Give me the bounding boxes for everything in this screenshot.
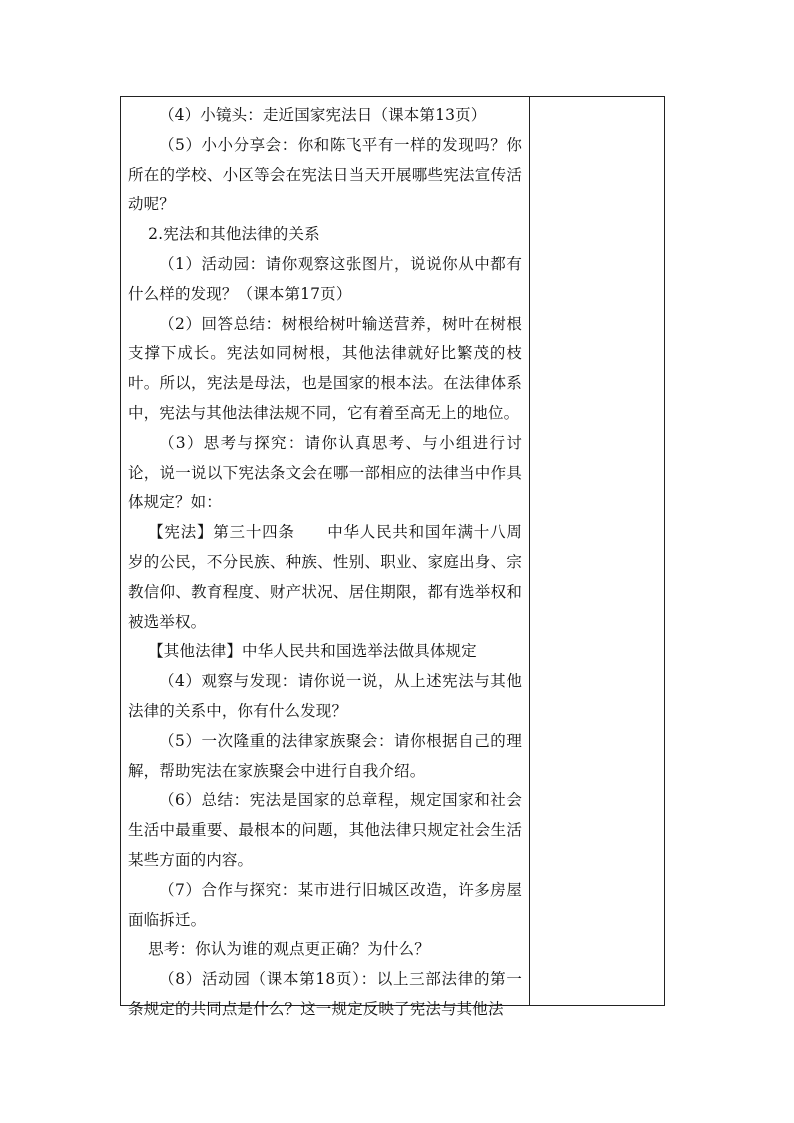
lesson-table xyxy=(120,96,665,1018)
paragraph-sharing-session: （5）小小分享会：你和陈飞平有一样的发现吗？你所在的学校、小区等会在宪法日当天开展哪些宪法宣传活动呢？ xyxy=(128,135,522,214)
paragraph-answer-summary: （2）回答总结：树根给树叶输送营养，树叶在树根支撑下成长。宪法如同树根，其他法律就好比繁茂的枝叶。所以，宪法是母法，也是国家的根本法。在法律体系中，宪法与其他法律法规不同，它有着至高无上的地位。 xyxy=(128,314,522,422)
paragraph-law-family-gathering: （5）一次隆重的法律家族聚会：请你根据自己的理解，帮助宪法在家族聚会中进行自我介绍。 xyxy=(128,731,522,780)
paragraph-activity-garden-page18: （8）活动园（课本第18页）：以上三部法律的第一条规定的共同点是什么？这一规定反映了宪法与其他法 xyxy=(128,970,522,1018)
paragraph-activity-garden: （1）活动园：请你观察这张图片，说说你从中都有什么样的发现？（课本第17页） xyxy=(128,254,522,303)
paragraph-thinking-question: 思考：你认为谁的观点更正确？为什么？ xyxy=(148,940,430,959)
paragraph-cooperate-explore: （7）合作与探究：某市进行旧城区改造，许多房屋面临拆迁。 xyxy=(128,880,522,929)
paragraph-constitution-article: 【宪法】第三十四条 中华人民共和国年满十八周岁的公民，不分民族、种族、性别、职业、家庭出身、宗教信仰、教育程度、财产状况、居住期限，都有选举权和被选举权。 xyxy=(128,523,522,631)
paragraph-mini-lens: （4）小镜头：走近国家宪法日（课本第13页） xyxy=(159,106,487,124)
notes-cell xyxy=(530,97,664,1005)
paragraph-think-explore: （3）思考与探究：请你认真思考、与小组进行讨论，说一说以下宪法条文会在哪一部相应的法律当中作具体规定？如： xyxy=(128,433,522,512)
section-heading-constitution-other-laws: 2.宪法和其他法律的关系 xyxy=(148,225,320,244)
paragraph-other-laws: 【其他法律】中华人民共和国选举法做具体规定 xyxy=(148,642,477,661)
paragraph-conclusion: （6）总结：宪法是国家的总章程，规定国家和社会生活中最重要、最根本的问题，其他法律只规定社会生活某些方面的内容。 xyxy=(128,791,522,869)
content-cell xyxy=(121,97,529,1018)
paragraph-observe-discover: （4）观察与发现：请你说一说，从上述宪法与其他法律的关系中，你有什么发现？ xyxy=(128,672,522,720)
